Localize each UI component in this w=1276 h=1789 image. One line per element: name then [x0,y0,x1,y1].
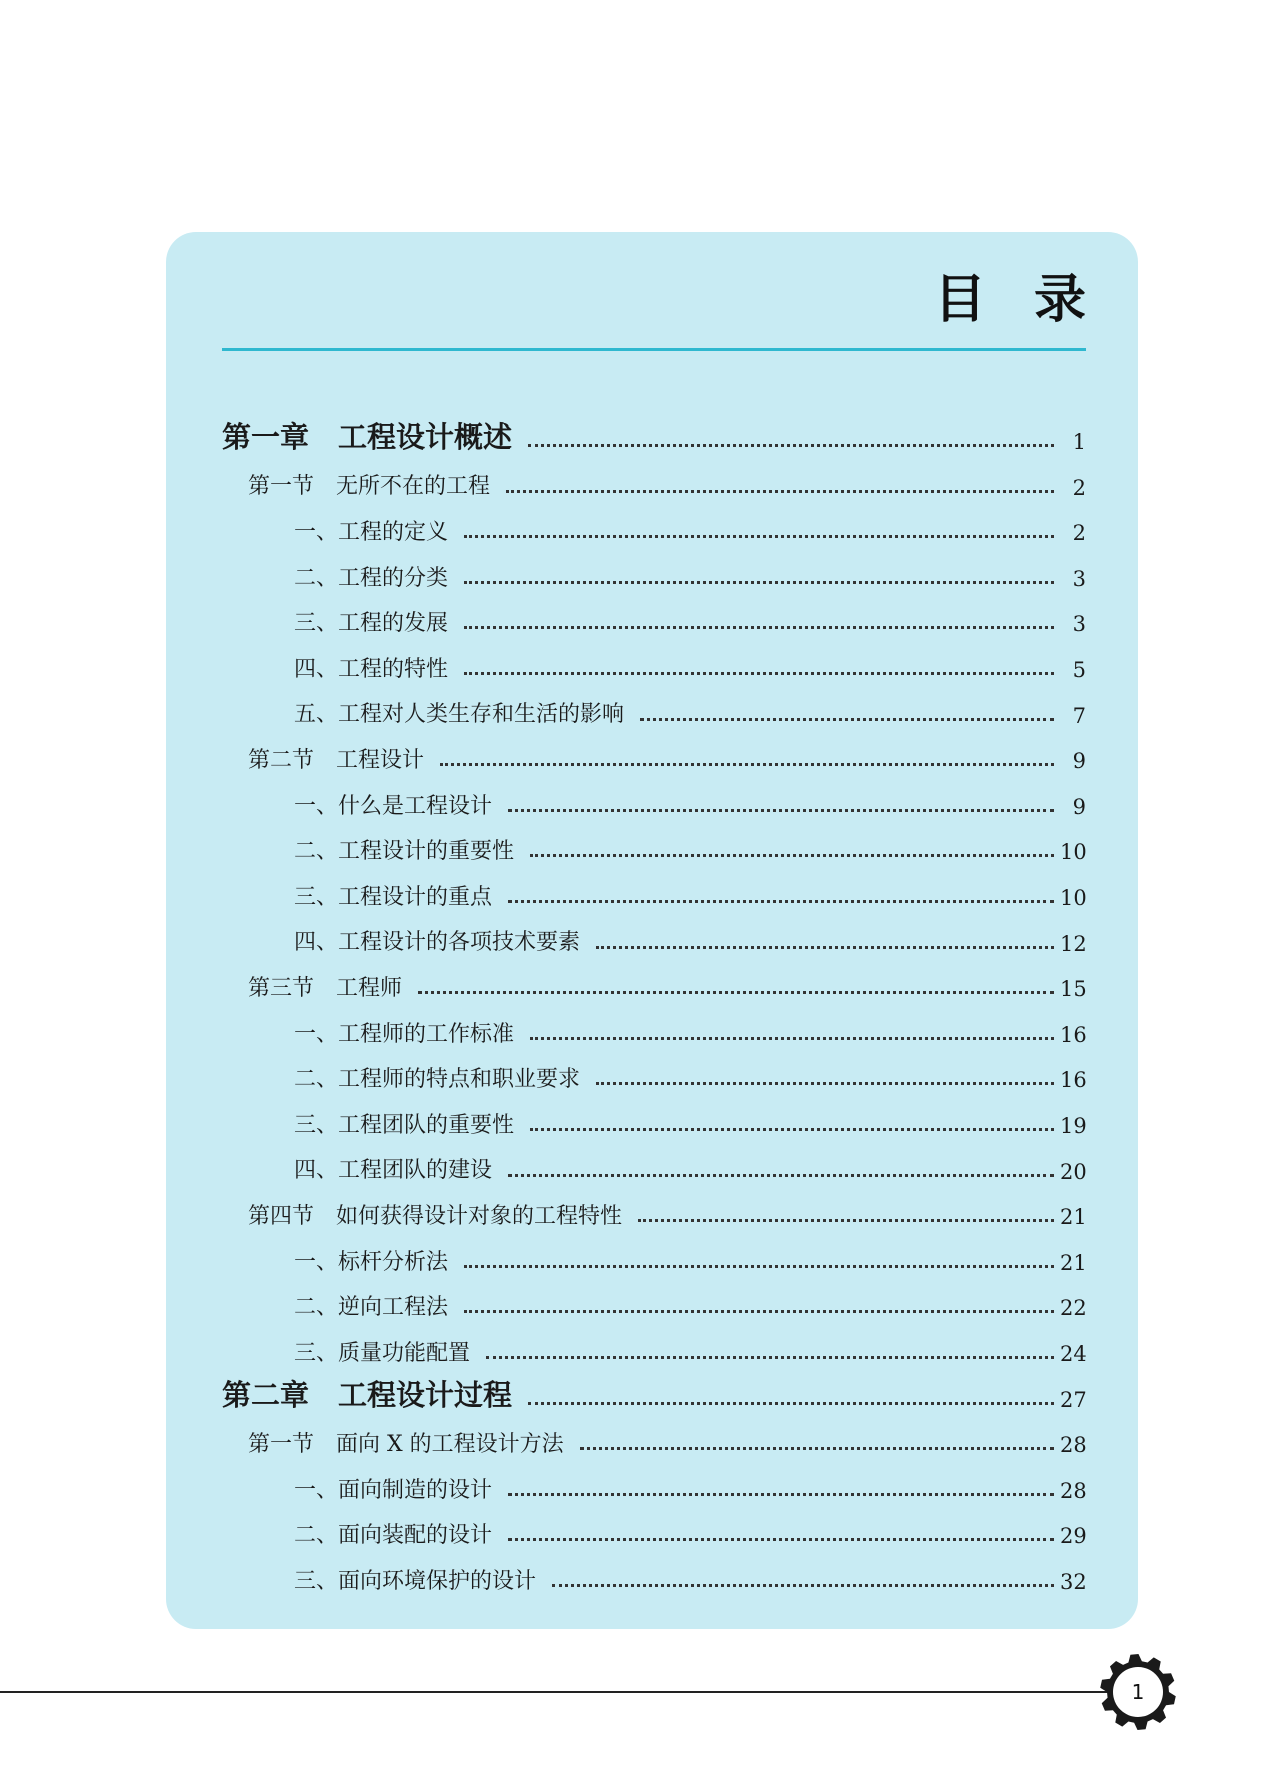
toc-entry-page: 20 [1060,1159,1087,1184]
toc-entry-label: 二、工程的分类 [294,565,449,591]
toc-entry-page: 21 [1060,1205,1087,1230]
dot-leader [552,1584,1054,1587]
toc-entry-item[interactable] [166,783,1086,819]
toc-entry-page: 3 [1072,566,1086,591]
toc-entry-page: 32 [1060,1569,1087,1594]
toc-entry-label: 三、面向环境保护的设计 [294,1568,537,1594]
toc-entry-page: 21 [1060,1250,1087,1275]
toc-entry-item[interactable] [166,555,1086,591]
toc-entry-page: 15 [1060,977,1087,1002]
toc-entry-label: 一、面向制造的设计 [294,1477,493,1503]
toc-entry-section[interactable] [166,1421,1086,1457]
toc-entry-page: 5 [1072,657,1086,682]
toc-entry-item[interactable] [166,874,1086,910]
page-title [933,270,1086,330]
toc-entry-label: 二、工程设计的重要性 [294,839,515,865]
toc-entry-item[interactable] [166,1239,1086,1275]
title-divider [222,348,1086,351]
toc-entry-item[interactable] [166,1148,1086,1184]
toc-entry-label: 第二章 工程设计过程 [222,1377,513,1412]
dot-leader [506,490,1054,493]
toc-entry-label: 第一章 工程设计概述 [222,420,513,455]
toc-entry-page: 7 [1072,703,1086,728]
toc-entry-label: 二、面向装配的设计 [294,1523,493,1549]
title-char-2: 录 [1033,270,1086,330]
title-char-1: 目 [933,270,986,330]
dot-leader [464,1265,1054,1268]
footer-rule [0,1691,1110,1693]
toc-entry-item[interactable] [166,1284,1086,1320]
dot-leader [530,854,1054,857]
toc-entry-item[interactable] [166,1558,1086,1594]
toc-entry-label: 三、质量功能配置 [294,1340,471,1366]
toc-entry-page: 9 [1072,749,1086,774]
dot-leader [528,444,1054,447]
toc-entry-label: 四、工程设计的各项技术要素 [294,930,581,956]
dot-leader [464,626,1054,629]
toc-entry-page: 2 [1072,521,1086,546]
toc-entry-label: 三、工程团队的重要性 [294,1112,515,1138]
toc-entry-page: 3 [1072,612,1086,637]
toc-panel [166,232,1138,1629]
dot-leader [508,1174,1054,1177]
toc-entry-item[interactable] [166,1011,1086,1047]
toc-entry-section[interactable] [166,464,1086,500]
toc-entry-item[interactable] [166,1056,1086,1092]
toc-entry-item[interactable] [166,920,1086,956]
toc-entry-section[interactable] [166,965,1086,1001]
toc-entry-page: 2 [1072,475,1086,500]
toc-entry-page: 27 [1060,1387,1087,1412]
toc-entry-chapter[interactable] [166,418,1086,454]
page-number: 1 [1131,1680,1145,1704]
toc-entry-page: 28 [1060,1433,1087,1458]
toc-entry-item[interactable] [166,1330,1086,1366]
dot-leader [596,946,1054,949]
dot-leader [528,1402,1054,1405]
dot-leader [640,718,1054,721]
toc-entry-label: 一、工程师的工作标准 [294,1021,515,1047]
dot-leader [580,1447,1054,1450]
toc-entry-label: 二、工程师的特点和职业要求 [294,1067,581,1093]
toc-entry-label: 三、工程设计的重点 [294,884,493,910]
dot-leader [508,1538,1054,1541]
toc-entry-label: 四、工程的特性 [294,656,449,682]
toc-entry-label: 第四节 如何获得设计对象的工程特性 [248,1204,623,1229]
dot-leader [596,1082,1054,1085]
toc-entry-item[interactable] [166,692,1086,728]
toc-entry-label: 五、工程对人类生存和生活的影响 [294,702,625,728]
toc-entry-label: 二、逆向工程法 [294,1295,449,1321]
toc-entry-label: 第一节 无所不在的工程 [248,474,491,500]
dot-leader [440,763,1054,766]
toc-entry-item[interactable] [166,646,1086,682]
toc-entry-label: 一、标杆分析法 [294,1249,449,1275]
toc-entry-label: 第三节 工程师 [248,976,403,1001]
toc-entry-page: 19 [1060,1113,1087,1138]
dot-leader [508,1493,1054,1496]
dot-leader [464,1310,1054,1313]
dot-leader [508,809,1054,812]
toc-entry-item[interactable] [166,509,1086,545]
dot-leader [464,535,1054,538]
toc-entry-page: 22 [1060,1296,1087,1321]
toc-entry-item[interactable] [166,828,1086,864]
dot-leader [530,1037,1054,1040]
toc-entry-page: 1 [1072,429,1086,454]
toc-entry-page: 16 [1060,1022,1087,1047]
toc-entry-section[interactable] [166,737,1086,773]
toc-entry-item[interactable] [166,1102,1086,1138]
toc-entry-label: 一、工程的定义 [294,520,449,545]
dot-leader [508,900,1054,903]
toc-entry-item[interactable] [166,600,1086,636]
toc-entry-label: 第二节 工程设计 [248,748,425,773]
toc-entry-page: 24 [1060,1341,1087,1366]
toc-entry-item[interactable] [166,1512,1086,1548]
toc-entry-label: 一、什么是工程设计 [294,793,493,819]
toc-entry-page: 29 [1060,1524,1087,1549]
toc-entry-page: 16 [1060,1068,1087,1093]
toc-entry-label: 第一节 面向 X 的工程设计方法 [248,1432,564,1457]
toc-entry-label: 三、工程的发展 [294,611,449,637]
dot-leader [464,672,1054,675]
toc-entry-page: 9 [1072,794,1086,819]
toc-entry-chapter[interactable] [166,1376,1086,1412]
dot-leader [638,1219,1054,1222]
toc-entry-section[interactable] [166,1193,1086,1229]
toc-entry-page: 10 [1060,885,1087,910]
toc-entry-page: 10 [1060,840,1087,865]
toc-entry-page: 28 [1060,1478,1087,1503]
dot-leader [486,1356,1054,1359]
toc-entry-page: 12 [1060,931,1087,956]
dot-leader [464,581,1054,584]
toc-entry-item[interactable] [166,1467,1086,1503]
dot-leader [530,1128,1054,1131]
dot-leader [418,991,1054,994]
toc-entry-label: 四、工程团队的建设 [294,1158,493,1184]
